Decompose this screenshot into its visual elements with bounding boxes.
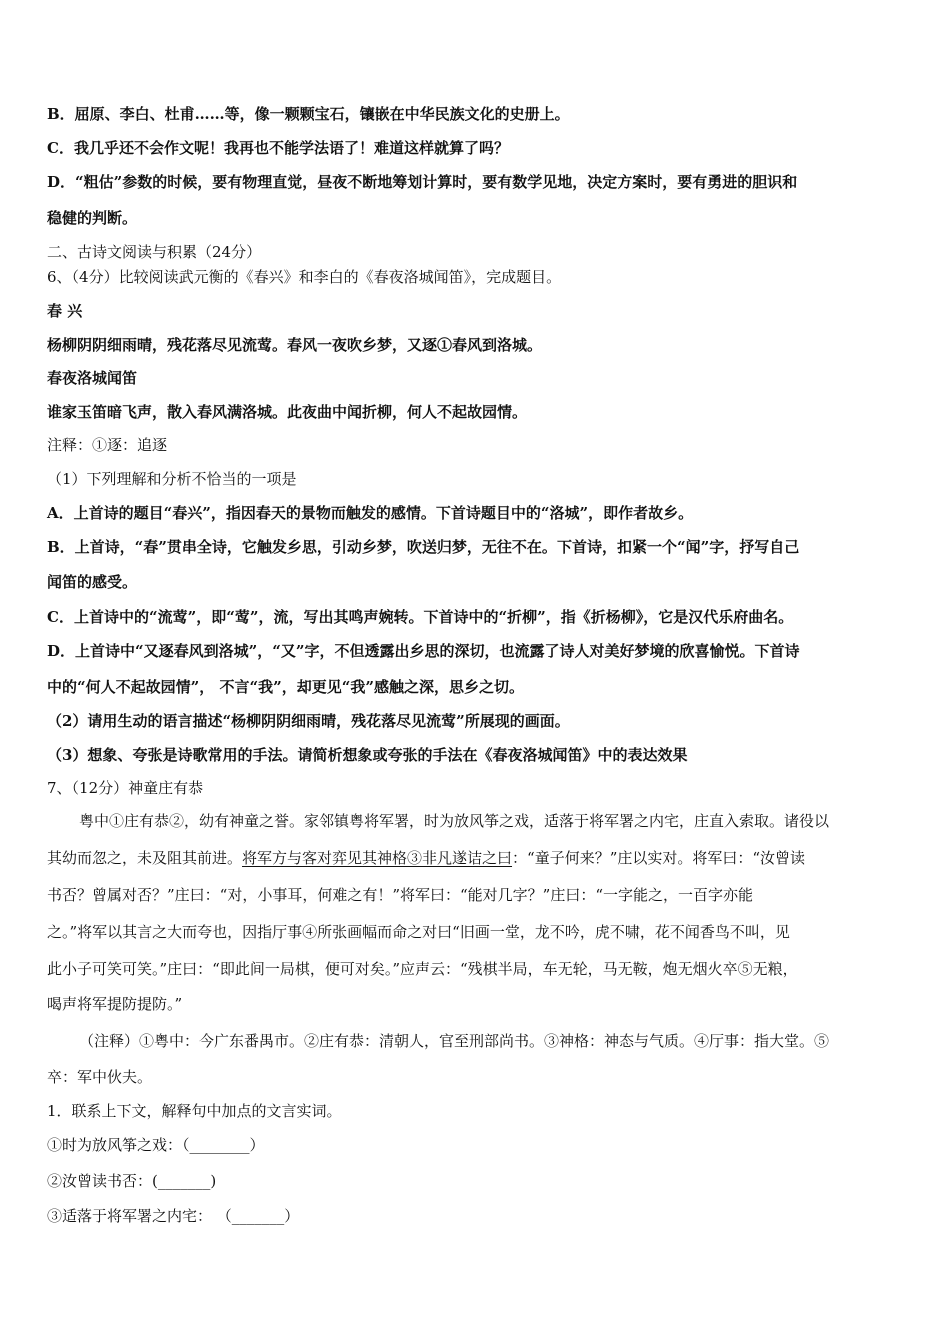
q7-question1-a: ①时为放风筝之戏：（________） <box>47 1136 265 1154</box>
option-d-q5-line1: D．“粗估”参数的时候，要有物理直觉，昼夜不断地筹划计算时，要有数学见地，决定方案时，要有勇进的胆识和 <box>47 173 798 191</box>
q7-question1: 1．联系上下文，解释句中加点的文言实词。 <box>47 1102 342 1120</box>
q6-sub3: （3）想象、夸张是诗歌常用的手法。请简析想象或夸张的手法在《春夜洛城闻笛》中的表达效果 <box>47 746 688 764</box>
q6-note: 注释：①逐：追逐 <box>47 436 168 454</box>
poem1-title: 春 兴 <box>47 302 83 320</box>
passage-line2 <box>47 848 910 868</box>
option-b-q5: B．屈原、李白、杜甫……等，像一颗颗宝石，镶嵌在中华民族文化的史册上。 <box>47 105 570 123</box>
poem2-text: 谁家玉笛暗飞声，散入春风满洛城。此夜曲中闻折柳，何人不起故园情。 <box>47 403 528 421</box>
q6-option-c: C．上首诗中的“流莺”，即“莺”，流，写出其鸣声婉转。下首诗中的“折柳”，指《折杨柳》，它是汉代乐府曲名。 <box>47 608 794 626</box>
poem1-text: 杨柳阴阴细雨晴，残花落尽见流莺。春风一夜吹乡梦，又逐①春风到洛城。 <box>47 336 543 354</box>
q6-option-d-line2: 中的“何人不起故园情”， 不言“我”，却更见“我”感触之深，思乡之切。 <box>47 678 524 696</box>
q6-option-d-line1: D．上首诗中“又逐春风到洛城”，“又”字，不但透露出乡思的深切，也流露了诗人对美好梦境的欣喜愉悦。下首诗 <box>47 642 800 660</box>
passage-line2-pre: 其幼而忽之，未及阻其前进。 <box>47 849 243 867</box>
q6-stem: 6、（4分）比较阅读武元衡的《春兴》和李白的《春夜洛城闻笛》，完成题目。 <box>47 268 562 286</box>
notes-line1: （注释）①粤中：今广东番禺市。②庄有恭：清朝人，官至刑部尚书。③神格：神态与气质。④厅事：指大堂。⑤ <box>79 1032 830 1050</box>
passage-line2-post: ：“童子何来？”庄以实对。将军曰：“汝曾读 <box>512 849 806 867</box>
notes-line2: 卒：军中伙夫。 <box>47 1068 153 1086</box>
q6-sub1: （1）下列理解和分析不恰当的一项是 <box>47 470 297 488</box>
passage-line4: 之。”将军以其言之大而夸也，因指厅事④所张画幅而命之对曰“旧画一堂，龙不吟，虎不啸，花不闻香鸟不叫，见 <box>47 923 790 941</box>
q7-question1-c: ③适落于将军署之内宅： （_______） <box>47 1207 300 1225</box>
passage-line1: 粤中①庄有恭②，幼有神童之誉。家邻镇粤将军署，时为放风筝之戏，适落于将军署之内宅，庄直入索取。诸役以 <box>79 812 830 830</box>
option-d-q5-line2: 稳健的判断。 <box>47 209 138 227</box>
q7-question1-b: ②汝曾读书否：(_______) <box>47 1172 217 1190</box>
option-c-q5: C．我几乎还不会作文呢！我再也不能学法语了！难道这样就算了吗？ <box>47 139 509 157</box>
q6-sub2: （2）请用生动的语言描述“杨柳阴阴细雨晴，残花落尽见流莺”所展现的画面。 <box>47 712 570 730</box>
q6-option-a: A．上首诗的题目“春兴”，指因春天的景物而触发的感情。下首诗题目中的“洛城”，即作者故乡。 <box>47 504 694 522</box>
section-title: 二、古诗文阅读与积累（24分） <box>47 243 262 261</box>
q7-stem: 7、（12分）神童庄有恭 <box>47 779 204 797</box>
poem2-title: 春夜洛城闻笛 <box>47 369 138 387</box>
q6-option-b-line1: B．上首诗，“春”贯串全诗，它触发乡思，引动乡梦，吹送归梦，无往不在。下首诗，扣紧一个“闻”字，抒写自己 <box>47 538 800 556</box>
passage-line3: 书否？曾属对否？”庄曰：“对，小事耳，何难之有！”将军曰：“能对几字？”庄曰：“一字能之，一百字亦能 <box>47 886 754 904</box>
underlined-sentence: 将军方与客对弈见其神格③非凡遂诘之曰 <box>242 849 513 867</box>
passage-line5: 此小子可笑可笑。”庄曰：“即此间一局棋，便可对矣。”应声云：“残棋半局，车无轮，马无鞍，炮无烟火卒⑤无粮， <box>47 960 798 978</box>
q6-option-b-line2: 闻笛的感受。 <box>47 573 138 591</box>
passage-line6: 喝声将军提防提防。” <box>47 995 183 1013</box>
